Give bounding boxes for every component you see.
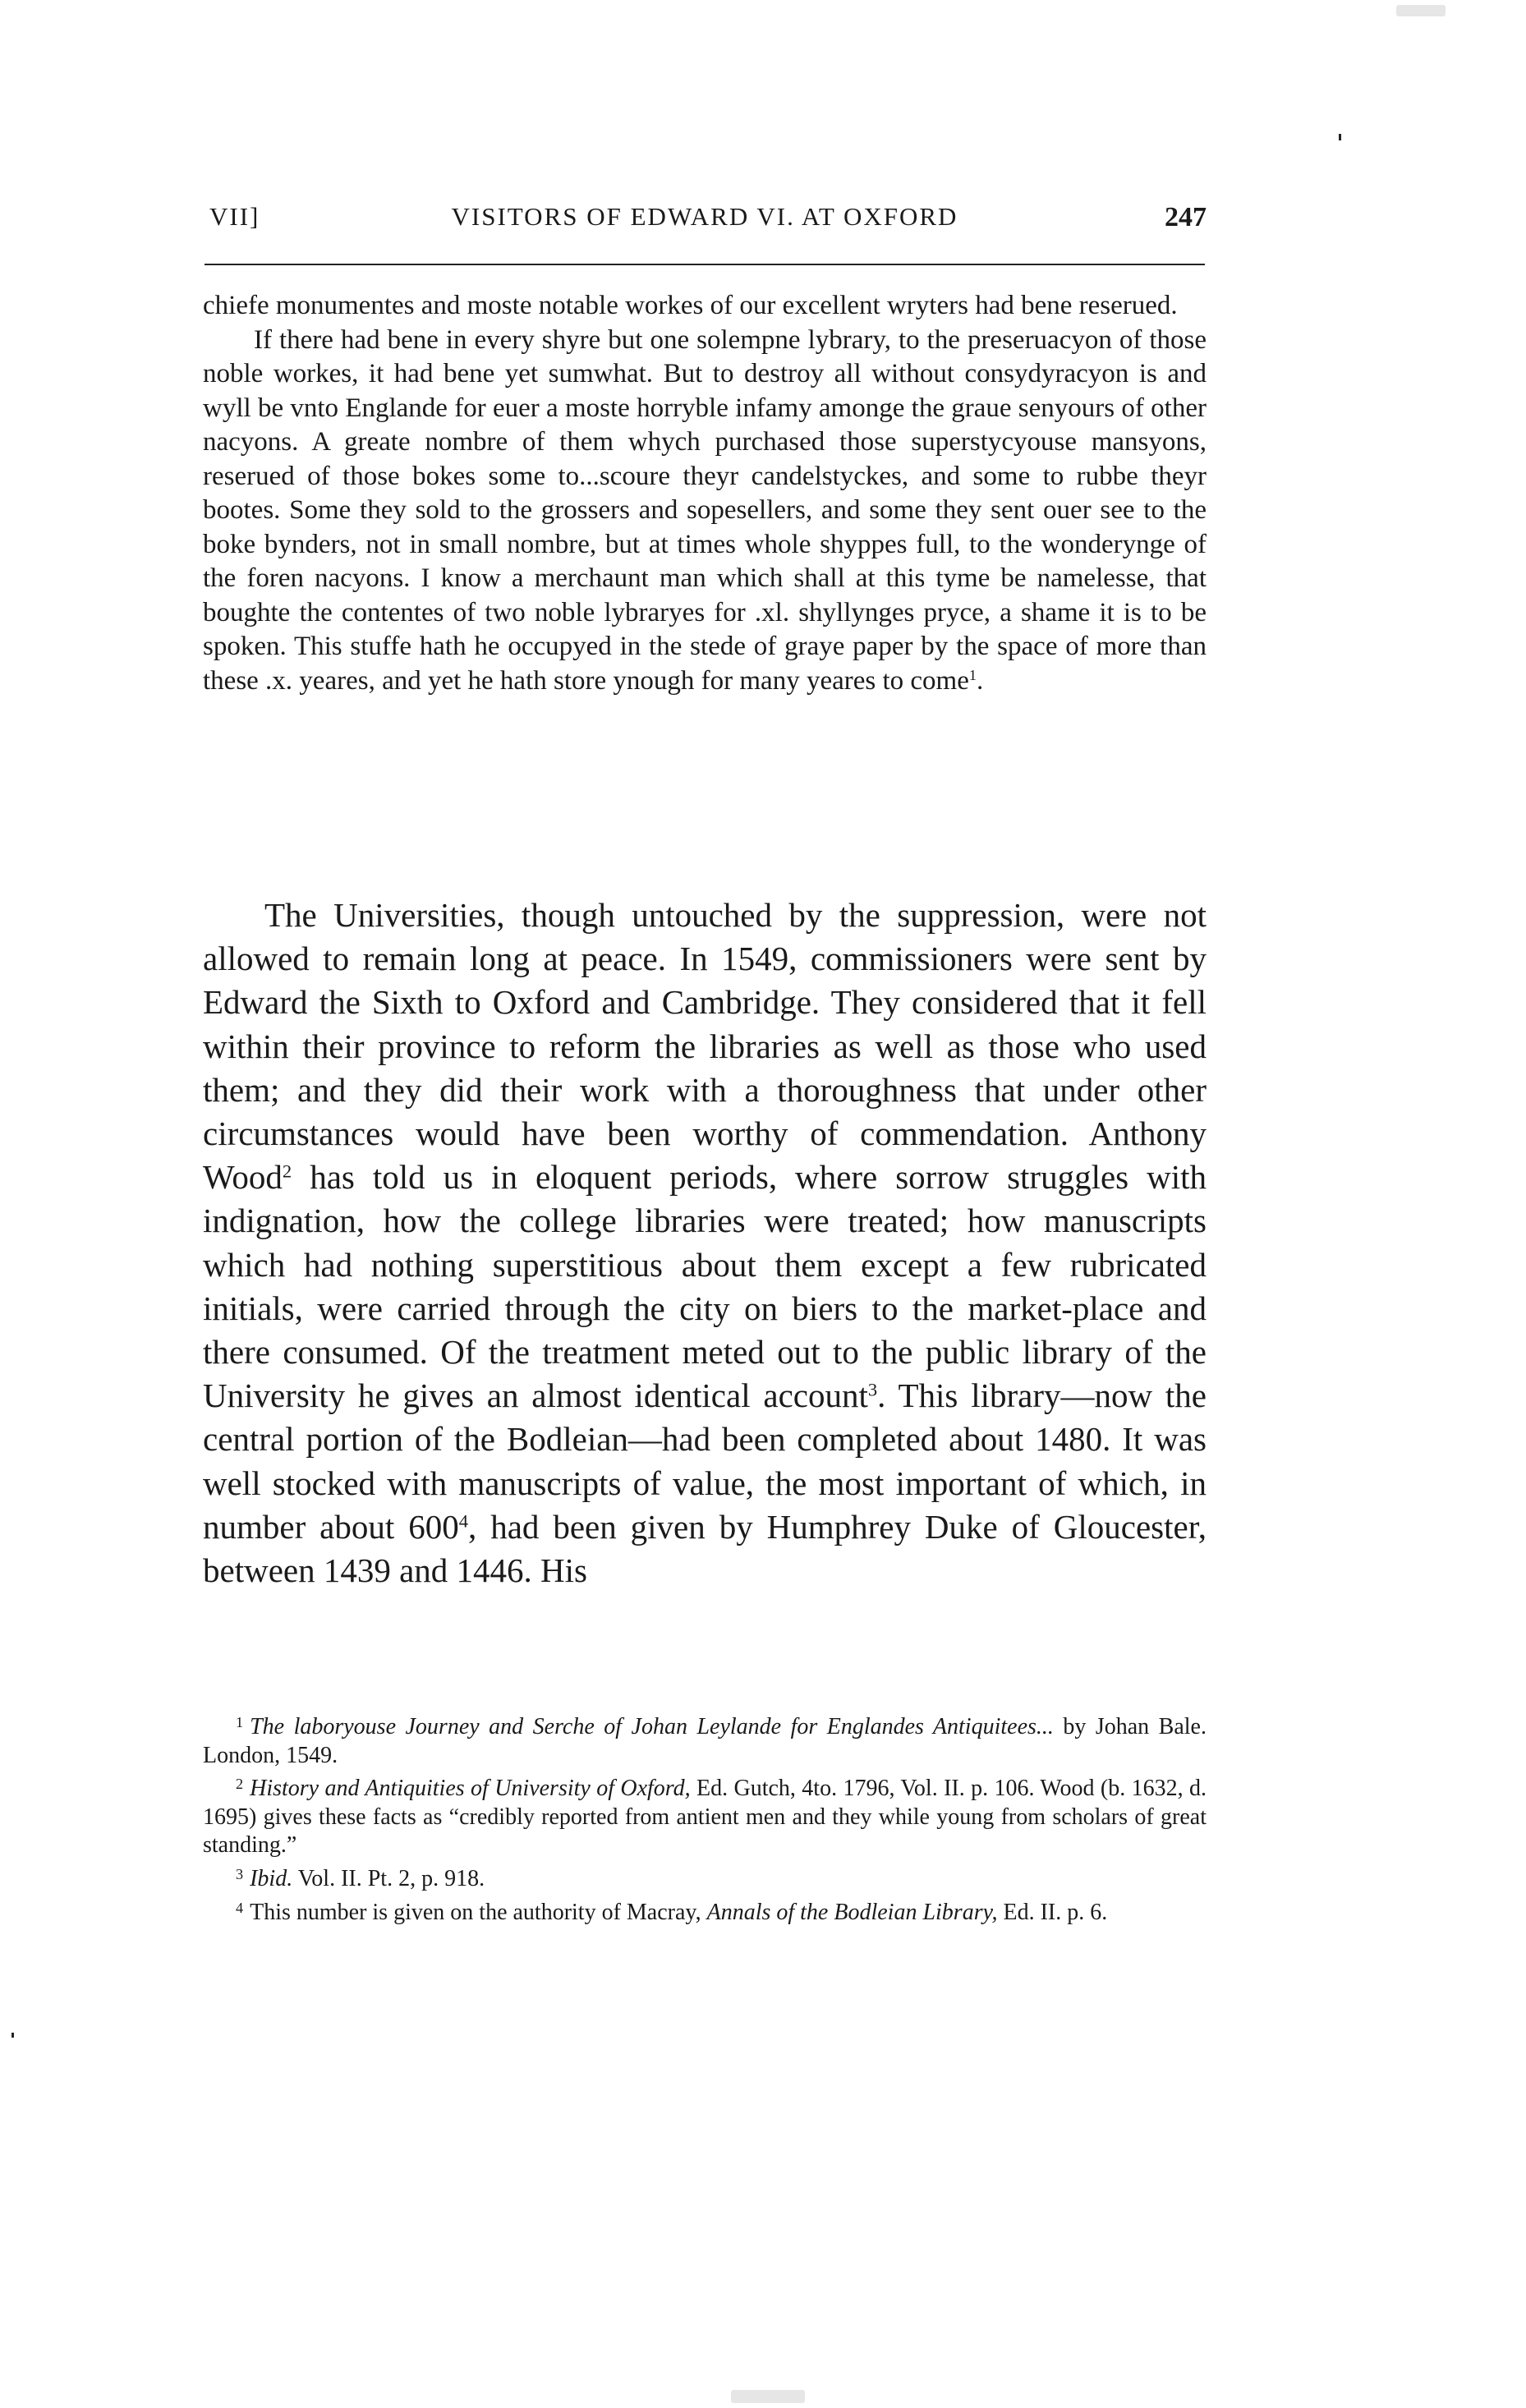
footnote-text: Ed. Gutch, 4to. 1796, Vol. II. p. 106. Wood (b. 1632, d. 1695) gives these facts as “credibly reported from antient men and they while young from scholars of great standing.” [203,1776,1207,1859]
footnote-title: History and Antiquities of University of Oxford, [250,1776,691,1802]
scan-speck [11,2033,14,2038]
page-number: 247 [1165,202,1207,232]
footnote [203,1894,1207,1928]
scan-smudge [731,2390,805,2403]
quotation-paragraph [203,324,1207,699]
footnote-reference[interactable]: 3 [867,1379,878,1400]
footnote-number: 2 [236,1776,244,1793]
footnote-title: Ibid. [250,1866,293,1892]
footnote [203,1860,1207,1894]
footnote [203,1708,1207,1770]
block-quotation [203,289,1207,698]
footnotes [203,1708,1207,1927]
running-head [203,202,1207,243]
quotation-text: . [976,665,984,696]
body-text: , had been given by Humphrey Duke of Gloucester, between 1439 and 1446. His [203,1507,1207,1590]
body-paragraph-text [203,894,1207,1592]
quotation-text: chiefe monumentes and moste notable workes of our excellent wryters had bene reserued. [203,291,1178,320]
footnote-title: The laboryouse Journey and Serche of Johan Leylande for Englandes Antiquitees... [250,1714,1054,1740]
body-text: has told us in eloquent periods, where sorrow struggles with indignation, how the college libraries were treated; how manuscripts which had nothing superstitious about them except a few rubricated initials, were carried through the city on biers to the market-place and there consumed. Of the treatment meted out to the public library of the University he gives an almost identical account [203,1158,1207,1415]
footnote-reference[interactable]: 1 [968,666,977,683]
footnote-number: 1 [236,1714,244,1730]
footnote-reference[interactable]: 4 [458,1510,468,1532]
running-title: VISITORS OF EDWARD VI. AT OXFORD [451,202,958,231]
footnote-number: 3 [236,1865,244,1882]
quotation-paragraph [203,289,1207,324]
footnote-text: This number is given on the authority of Macray, [250,1899,707,1925]
footnote-reference[interactable]: 2 [282,1160,292,1182]
footnote-number: 4 [236,1899,244,1916]
scan-smudge [1396,5,1446,16]
footnote [203,1770,1207,1860]
footnote-text: Ed. II. p. 6. [997,1899,1108,1925]
body-text: . This library—now the central portion of the Bodleian—had been completed about 1480. It was well stocked with manuscripts of value, the most important of which, in number about 600 [203,1376,1207,1546]
body-paragraph [203,894,1207,1592]
header-rule [205,264,1205,265]
footnote-title: Annals of the Bodleian Library, [706,1899,998,1925]
quotation-text: If there had bene in every shyre but one solempne lybrary, to the preseruacyon of those noble workes, it had bene yet sumwhat. But to destroy all without consydyracyon is and wyll be vnto Englande for euer a moste horryble infamy amonge the graue senyours of other nacyons. A greate nombre of them whych purchased those superstycyouse mansyons, reserued of those bokes some to...scoure theyr candelstyckes, and some to rubbe theyr bootes. Some they sold to the grossers and sopesellers, and some they sent ouer see to the boke bynders, not in small nombre, but at times whole shyppes full, to the wonderynge of the foren nacyons. I know a merchaunt man which shall at this tyme be namelesse, that boughte the contentes of two noble lybraryes for .xl. shyllynges pryce, a shame it is to be spoken. This stuffe hath he occupyed in the stede of graye paper by the space of more than these .x. yeares, and yet he hath store ynough for many yeares to come [203,324,1207,696]
footnote-text: Vol. II. Pt. 2, p. 918. [292,1866,485,1892]
body-text: The Universities, though untouched by the suppression, were not allowed to remain long at peace. In 1549, commissioners were sent by Edward the Sixth to Oxford and Cambridge. They considered that it fell within their province to reform the libraries as well as those who used them; and they did their work with a thoroughness that under other circumstances would have been worthy of commendation. Anthony Wood [203,896,1207,1197]
scan-speck [1339,134,1341,140]
footnote-text: by Johan Bale. London, 1549. [203,1714,1207,1768]
chapter-number: VII] [209,202,260,231]
